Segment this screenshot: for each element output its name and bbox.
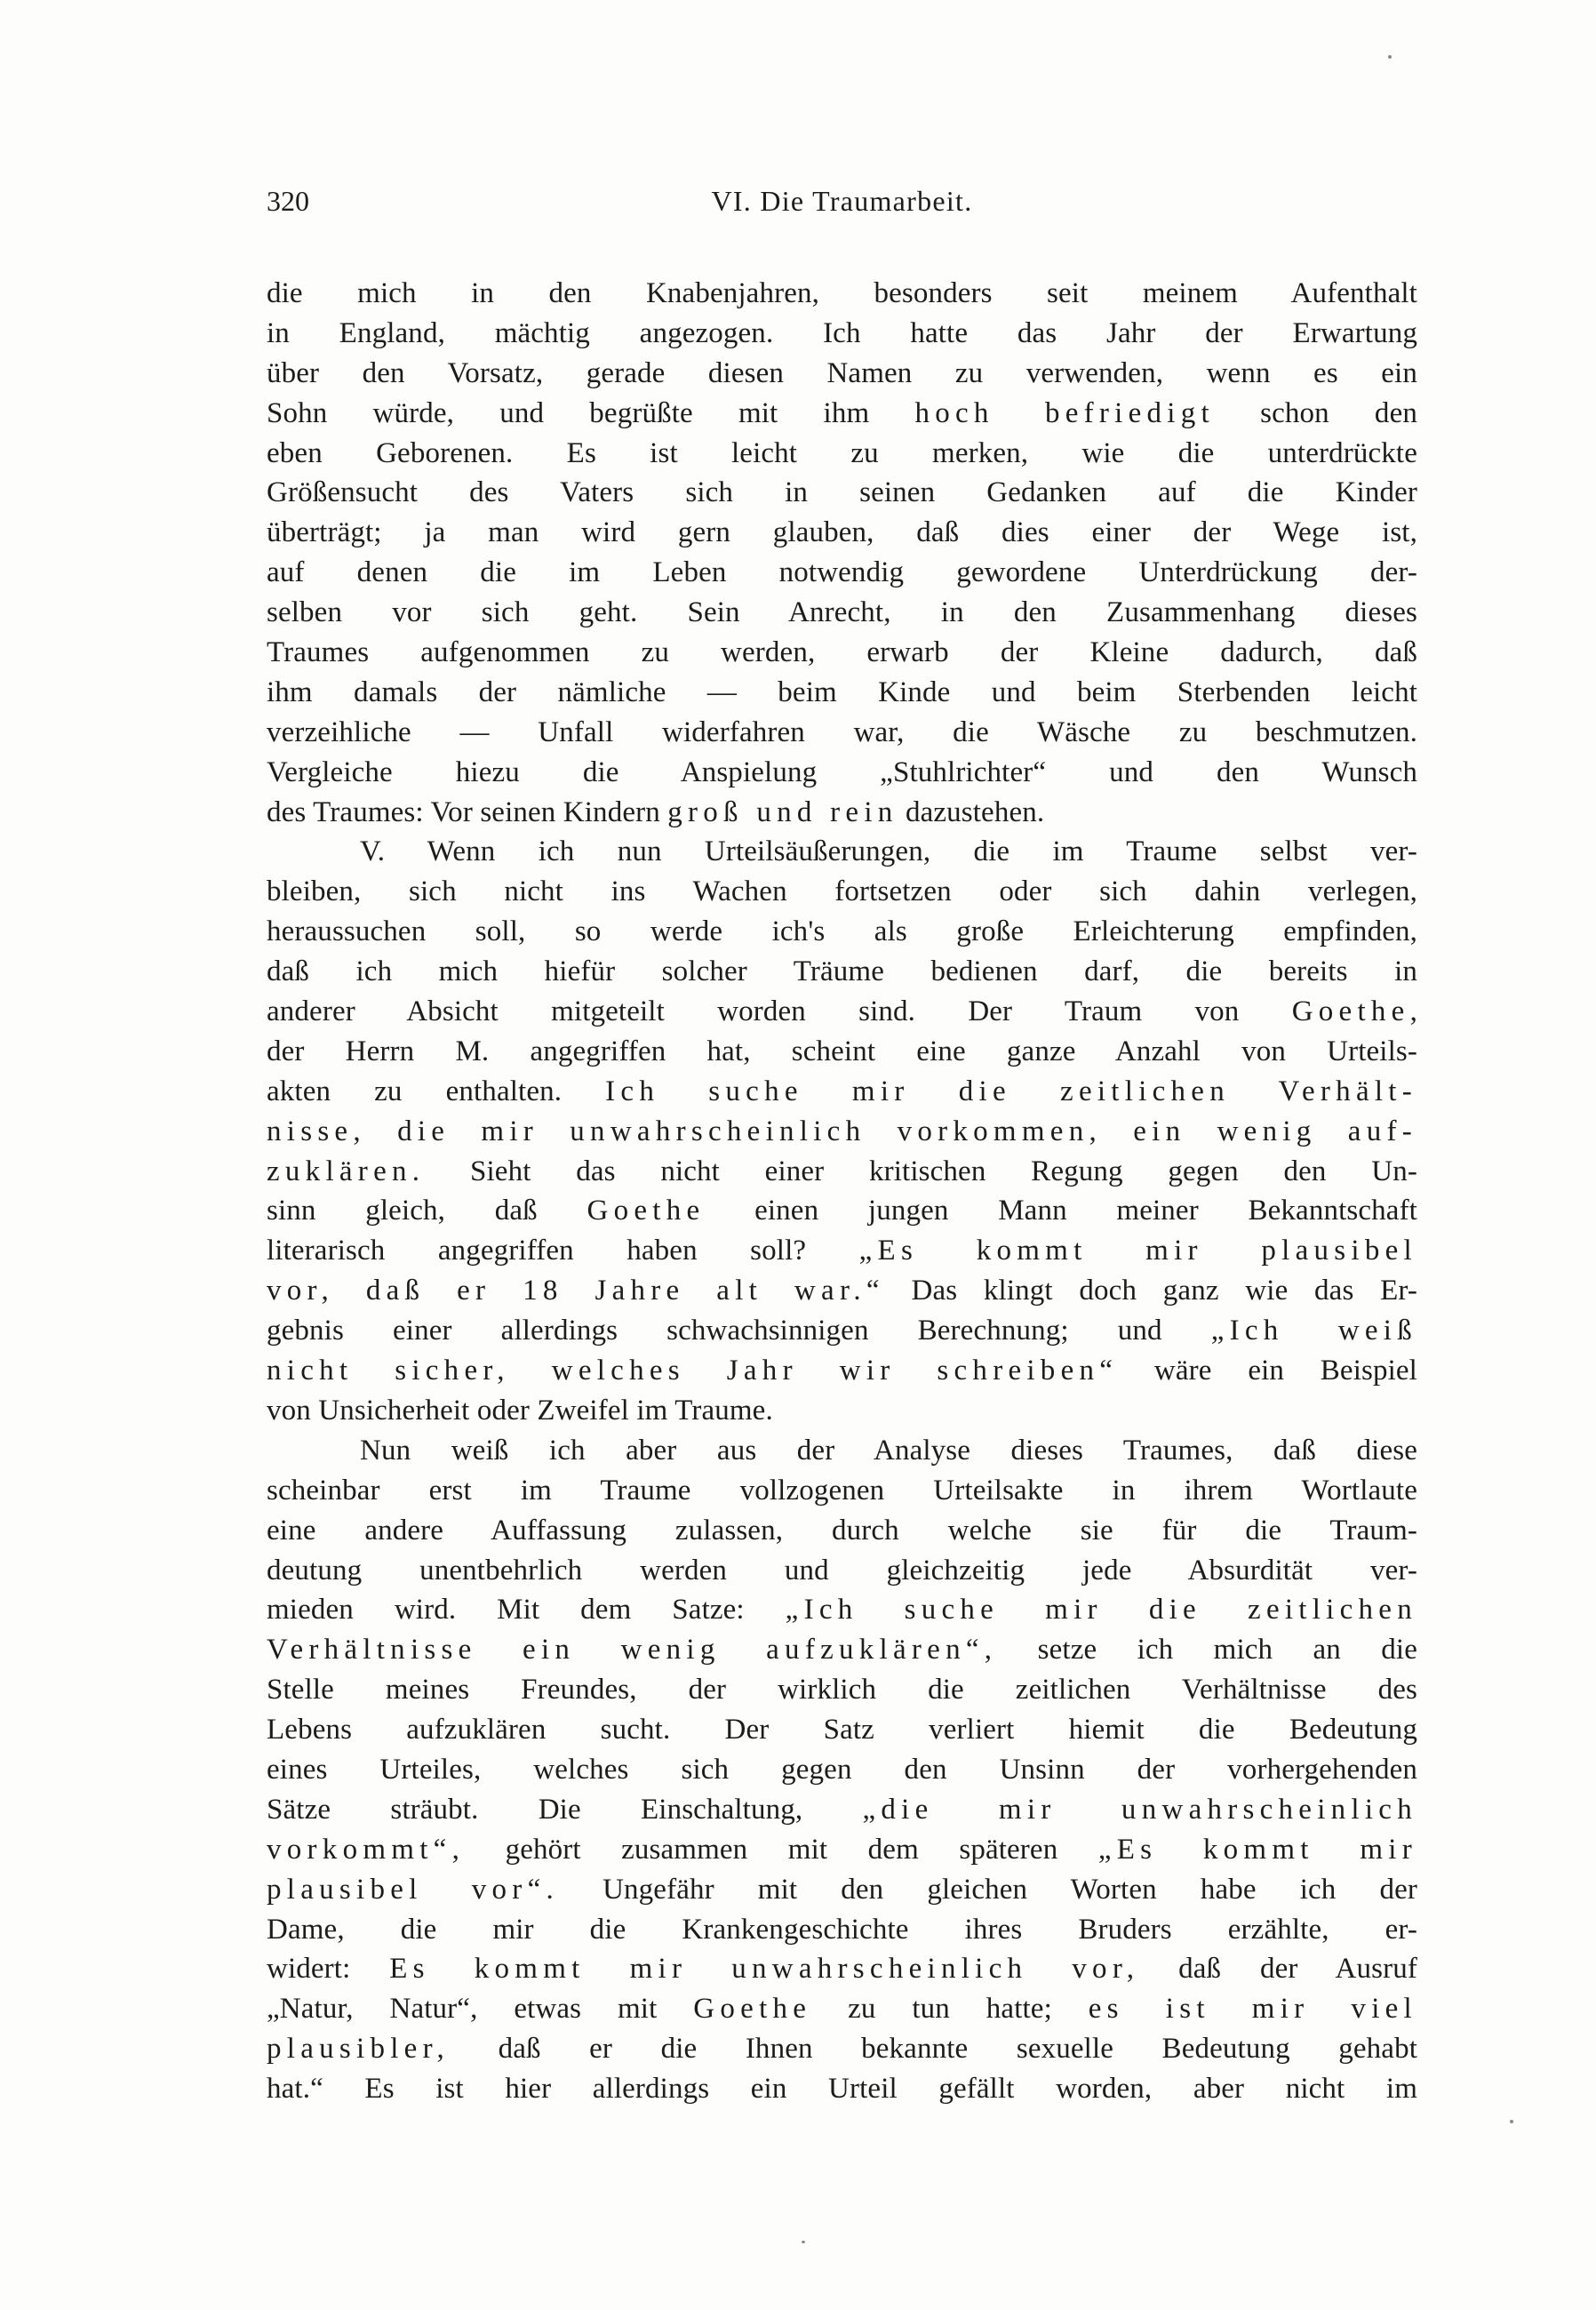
text-run: daß er die Ihnen bekannte sexuelle Bedeutung gehabt: [450, 2033, 1417, 2066]
text-run: bleiben, sich nicht ins Wachen fortsetzen oder sich dahin verlegen,: [267, 875, 1417, 908]
text-line: [267, 793, 1417, 833]
text-run: einen jungen Mann meiner Bekanntschaft: [705, 1195, 1417, 1227]
text-run: ,: [1409, 995, 1417, 1028]
text-run: ihm damals der nämliche — beim Kinde und beim Sterbenden leicht: [267, 675, 1417, 708]
text-line: [267, 1870, 1417, 1910]
text-run: überträgt; ja man wird gern glauben, daß dies einer der Wege ist,: [267, 516, 1417, 549]
emphasized-text-run: nisse, die mir unwahrscheinlich vorkommen, ein wenig auf-: [267, 1115, 1417, 1147]
page-number: 320: [267, 185, 309, 217]
text-run: Größensucht des Vaters sich in seinen Gedanken auf die Kinder: [267, 476, 1417, 509]
emphasized-text-run: hoch befriedigt: [914, 396, 1215, 429]
text-run: Dame, die mir die Krankengeschichte ihres Bruders erzählte, er-: [267, 1913, 1417, 1946]
text-line: [267, 1351, 1417, 1391]
text-line: [267, 912, 1417, 952]
text-line: [267, 1271, 1417, 1311]
text-line: [267, 2029, 1417, 2069]
text-run: dazustehen.: [898, 795, 1045, 828]
text-line: [267, 274, 1417, 314]
text-line: [267, 1112, 1417, 1152]
text-run: eine andere Auffassung zulassen, durch welche sie für die Traum-: [267, 1514, 1417, 1547]
text-line: [267, 1032, 1417, 1072]
emphasized-text-run: Es kommt mir unwahrscheinlich vor,: [389, 1953, 1140, 1986]
text-line: [267, 1431, 1417, 1471]
running-chapter-title: VI. Die Traumarbeit.: [711, 185, 973, 217]
text-line: [267, 713, 1417, 753]
text-run: literarisch angegriffen haben soll?: [267, 1235, 859, 1267]
scan-speck: [802, 2241, 805, 2243]
text-run: Lebens aufzuklären sucht. Der Satz verliert hiemit die Bedeutung: [267, 1714, 1417, 1746]
text-run: hat.“ Es ist hier allerdings ein Urteil gefällt worden, aber nicht im: [267, 2073, 1417, 2106]
text-line: [267, 1989, 1417, 2029]
text-line: [267, 673, 1417, 713]
scan-speck: [1388, 55, 1392, 59]
text-line: [267, 832, 1417, 872]
emphasized-text-run: Goethe: [587, 1195, 706, 1227]
text-run: Traumes aufgenommen zu werden, erwarb der Kleine dadurch, daß: [267, 636, 1417, 669]
text-run: Nun weiß ich aber aus der Analyse dieses Traumes, daß diese: [360, 1434, 1417, 1467]
text-line: [267, 1311, 1417, 1351]
text-run: in England, mächtig angezogen. Ich hatte das Jahr der Erwartung: [267, 316, 1417, 349]
text-run: eben Geborenen. Es ist leicht zu merken, wie die unterdrückte: [267, 436, 1417, 469]
text-line: [267, 1750, 1417, 1790]
emphasized-text-run: vor, daß er 18 Jahre alt war.“: [267, 1275, 885, 1307]
text-run: deutung unentbehrlich werden und gleichzeitig jede Absurdität ver-: [267, 1554, 1417, 1587]
emphasized-text-run: Verhältnisse ein wenig aufzuklären“,: [267, 1634, 998, 1667]
scan-speck: [1510, 2120, 1513, 2123]
text-run: Vergleiche hiezu die Anspielung „Stuhlrichter“ und den Wunsch: [267, 755, 1417, 788]
emphasized-text-run: nicht sicher, welches Jahr wir schreiben“: [267, 1355, 1119, 1387]
text-run: widert:: [267, 1953, 390, 1986]
text-line: [267, 1710, 1417, 1750]
text-line: [267, 1152, 1417, 1192]
text-run: Sohn würde, und begrüßte mit ihm: [267, 396, 915, 429]
text-run: gehört zusammen mit dem späteren: [465, 1833, 1098, 1866]
text-line: [267, 1231, 1417, 1271]
text-run: scheinbar erst im Traume vollzogenen Urteilsakte in ihrem Wortlaute: [267, 1474, 1417, 1507]
text-run: setze ich mich an die: [997, 1634, 1418, 1667]
text-line: [267, 633, 1417, 673]
emphasized-text-run: Ich suche mir die zeitlichen Verhält-: [605, 1075, 1418, 1107]
text-line: [267, 1949, 1417, 1989]
text-run: verzeihliche — Unfall widerfahren war, die Wäsche zu beschmutzen.: [267, 715, 1417, 748]
emphasized-text-run: Goethe: [693, 1993, 812, 2026]
emphasized-text-run: groß und rein: [667, 795, 898, 828]
text-run: Sieht das nicht einer kritischen Regung gegen den Un-: [425, 1155, 1417, 1187]
text-run: „Natur, Natur“, etwas mit: [267, 1993, 694, 2026]
body-text-block: [267, 274, 1417, 2109]
text-run: heraussuchen soll, so werde ich's als große Erleichterung empfinden,: [267, 915, 1417, 948]
text-line: [267, 1391, 1417, 1431]
emphasized-text-run: „Ich suche mir die zeitlichen: [785, 1594, 1417, 1627]
text-run: V. Wenn ich nun Urteilsäußerungen, die im Traume selbst ver-: [360, 835, 1417, 868]
text-line: [267, 354, 1417, 394]
text-line: [267, 1630, 1417, 1670]
text-run: anderer Absicht mitgeteilt worden sind. Der Traum von: [267, 995, 1292, 1028]
text-line: [267, 473, 1417, 513]
text-line: [267, 553, 1417, 593]
text-line: [267, 952, 1417, 992]
text-line: [267, 872, 1417, 912]
text-line: [267, 2069, 1417, 2109]
text-line: [267, 513, 1417, 553]
text-line: [267, 1910, 1417, 1950]
text-line: [267, 992, 1417, 1032]
text-line: [267, 1830, 1417, 1870]
text-line: [267, 1471, 1417, 1511]
text-run: Sätze sträubt. Die Einschaltung,: [267, 1793, 863, 1826]
text-line: [267, 434, 1417, 474]
text-run: wäre ein Beispiel: [1118, 1355, 1417, 1387]
emphasized-text-run: es ist mir viel: [1088, 1993, 1417, 2026]
text-run: akten zu enthalten.: [267, 1075, 606, 1107]
emphasized-text-run: „die mir unwahrscheinlich: [862, 1793, 1417, 1826]
text-run: des Traumes: Vor seinen Kindern: [267, 795, 668, 828]
text-run: Das klingt doch ganz wie das Er-: [884, 1275, 1417, 1307]
text-run: zu tun hatte;: [811, 1993, 1089, 2026]
text-run: eines Urteiles, welches sich gegen den Unsinn der vorhergehenden: [267, 1753, 1417, 1786]
text-run: gebnis einer allerdings schwachsinnigen Berechnung; und: [267, 1315, 1211, 1347]
text-run: Stelle meines Freundes, der wirklich die zeitlichen Verhältnisse des: [267, 1674, 1417, 1707]
text-run: daß der Ausruf: [1139, 1953, 1418, 1986]
emphasized-text-run: plausibler,: [267, 2033, 451, 2066]
text-run: schon den: [1214, 396, 1417, 429]
page-header: [267, 180, 1417, 221]
text-line: [267, 1072, 1417, 1112]
emphasized-text-run: „Es kommt mir plausibel: [858, 1235, 1417, 1267]
text-run: sinn gleich, daß: [267, 1195, 587, 1227]
text-run: selben vor sich geht. Sein Anrecht, in den Zusammenhang dieses: [267, 596, 1417, 629]
text-line: [267, 394, 1417, 434]
text-line: [267, 1511, 1417, 1551]
emphasized-text-run: plausibel vor“.: [267, 1873, 560, 1906]
text-line: [267, 593, 1417, 633]
text-run: über den Vorsatz, gerade diesen Namen zu verwenden, wenn es ein: [267, 356, 1417, 389]
emphasized-text-run: Goethe: [1291, 995, 1410, 1028]
text-line: [267, 1551, 1417, 1591]
emphasized-text-run: „Es kommt mir: [1097, 1833, 1417, 1866]
text-line: [267, 314, 1417, 354]
text-run: der Herrn M. angegriffen hat, scheint eine ganze Anzahl von Urteils-: [267, 1035, 1417, 1067]
text-run: die mich in den Knabenjahren, besonders seit meinem Aufenthalt: [267, 277, 1417, 309]
text-run: mieden wird. Mit dem Satze:: [267, 1594, 786, 1627]
text-run: von Unsicherheit oder Zweifel im Traume.: [267, 1394, 773, 1427]
text-line: [267, 1191, 1417, 1231]
text-line: [267, 1790, 1417, 1830]
text-line: [267, 1590, 1417, 1630]
emphasized-text-run: zuklären.: [267, 1155, 426, 1187]
text-run: daß ich mich hiefür solcher Träume bedienen darf, die bereits in: [267, 955, 1417, 988]
text-line: [267, 753, 1417, 793]
text-run: auf denen die im Leben notwendig gewordene Unterdrückung der-: [267, 556, 1417, 589]
text-run: Ungefähr mit den gleichen Worten habe ich der: [559, 1873, 1417, 1906]
emphasized-text-run: vorkommt“,: [267, 1833, 466, 1866]
text-line: [267, 1670, 1417, 1710]
emphasized-text-run: „Ich weiß: [1210, 1315, 1417, 1347]
